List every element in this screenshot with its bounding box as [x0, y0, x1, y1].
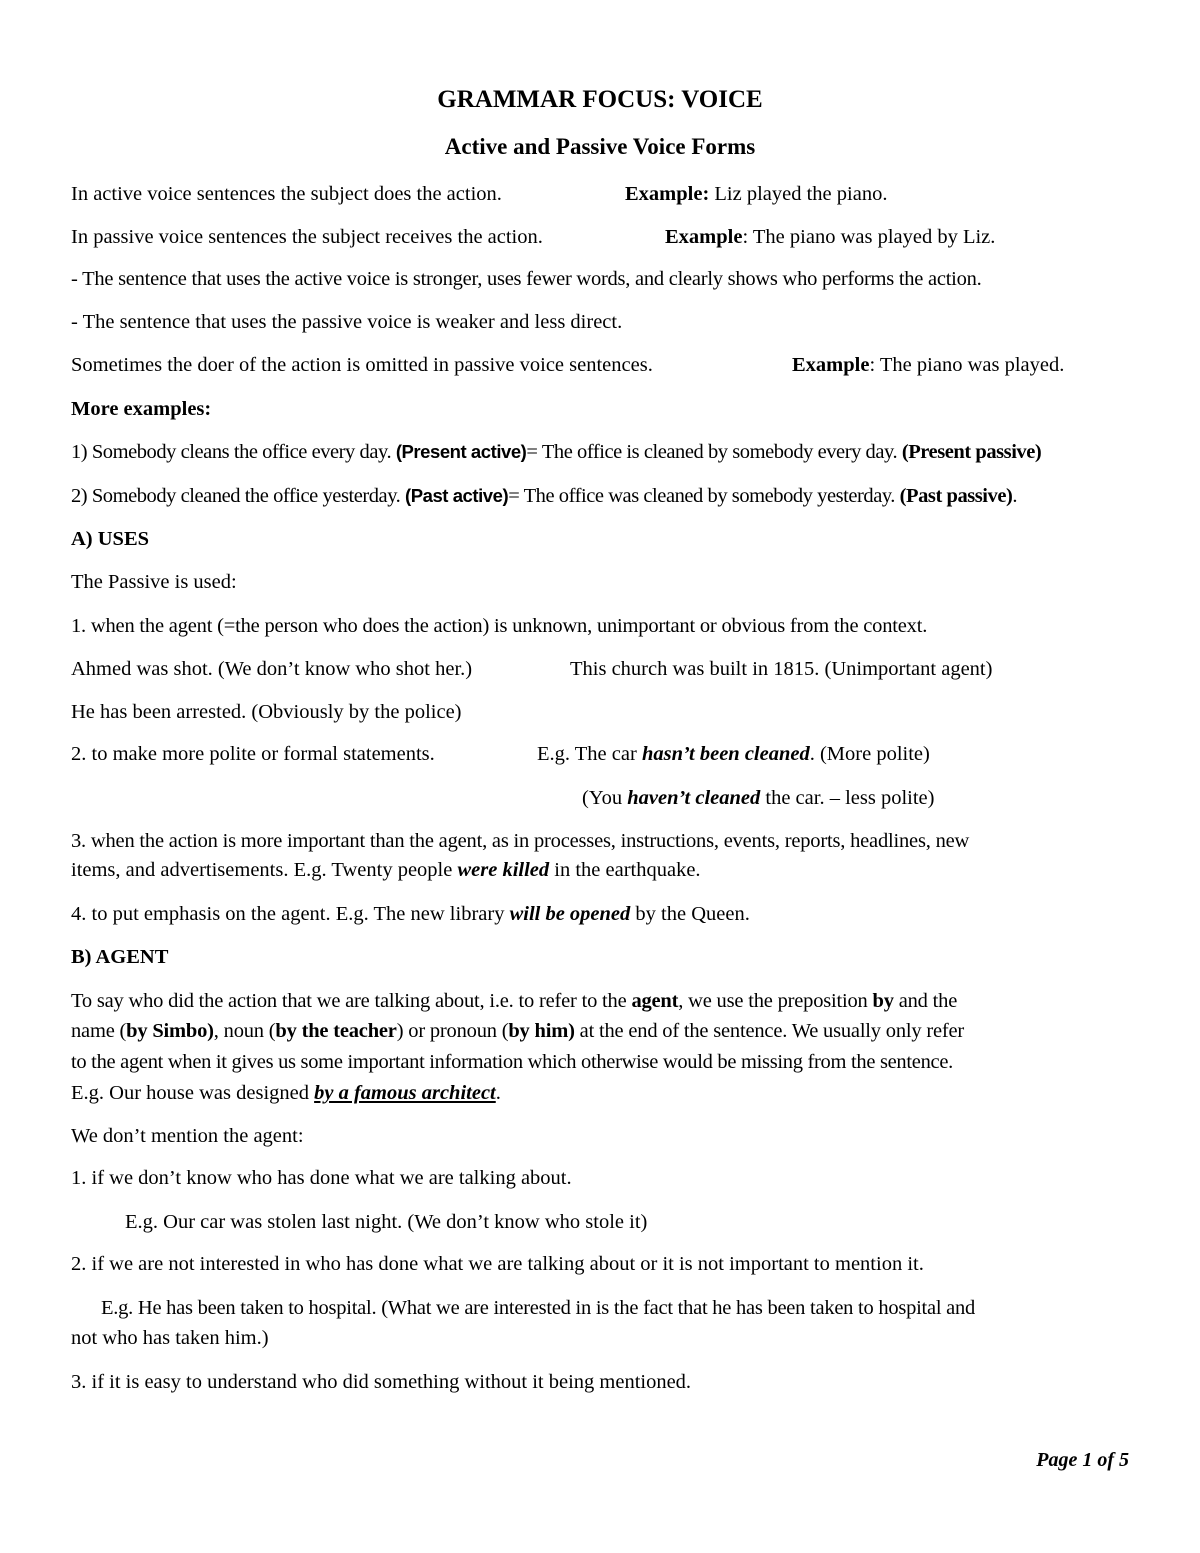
- use-4: [71, 902, 750, 926]
- no-mention-3: 3. if it is easy to understand who did something without it being mentioned.: [71, 1371, 692, 1393]
- agent-heading: B) AGENT: [71, 946, 169, 968]
- example-label: Example: [792, 354, 870, 376]
- use-3-text: items, and advertisements. E.g. Twenty people: [71, 859, 458, 881]
- no-mention-2-example-line-2: not who has taken him.): [71, 1327, 269, 1349]
- page-title: GRAMMAR FOCUS: VOICE: [437, 86, 763, 113]
- agent-text: To say who did the action that we are talking about, i.e. to refer to the: [71, 990, 632, 1012]
- agent-by-pronoun: by him): [508, 1020, 575, 1042]
- agent-term: agent: [631, 990, 679, 1012]
- use-2-alt-verb: haven’t cleaned: [627, 787, 761, 809]
- no-mention-lead: We don’t mention the agent:: [71, 1125, 304, 1147]
- example-2-equivalent: = The office was cleaned by somebody yesterday.: [508, 485, 900, 507]
- use-2: 2. to make more polite or formal statements.: [71, 743, 435, 765]
- uses-lead: The Passive is used:: [71, 571, 237, 593]
- agent-text: at the end of the sentence. We usually only refer: [574, 1020, 965, 1042]
- use-3-line-1: 3. when the action is more important than the agent, as in processes, instructions, events, reports, headlines, new: [71, 830, 970, 852]
- use-4-text: 4. to put emphasis on the agent. E.g. The new library: [71, 903, 510, 925]
- use-1-example-3: He has been arrested. (Obviously by the police): [71, 701, 462, 723]
- use-1-example-1: Ahmed was shot. (We don’t know who shot her.): [71, 658, 473, 680]
- note-active-stronger: - The sentence that uses the active voice is stronger, uses fewer words, and clearly shows who performs the action.: [71, 268, 982, 290]
- use-2-alternative: [582, 786, 934, 810]
- use-2-example-text: E.g. The car: [537, 743, 642, 765]
- agent-paragraph-line-3: to the agent when it gives us some important information which otherwise would be missing from the sentence.: [71, 1051, 953, 1073]
- no-mention-1-example: E.g. Our car was stolen last night. (We don’t know who stole it): [125, 1211, 648, 1233]
- example-2-tag-active: (Past active): [405, 485, 509, 506]
- example-1-text: 1) Somebody cleans the office every day.: [71, 441, 396, 463]
- use-1: 1. when the agent (=the person who does the action) is unknown, unimportant or obvious from the context.: [71, 615, 928, 637]
- agent-example-text: E.g. Our house was designed: [71, 1082, 315, 1104]
- omit-doer-line: [71, 353, 653, 377]
- agent-text: , we use the preposition: [678, 990, 873, 1012]
- example-1: [71, 440, 1041, 464]
- example-text: Liz played the piano.: [709, 183, 888, 205]
- example-1-tag-passive: (Present passive): [901, 441, 1042, 463]
- use-3-end: in the earthquake.: [549, 859, 701, 881]
- example-text: : The piano was played.: [869, 354, 1065, 376]
- page-number: Page 1 of 5: [1036, 1449, 1129, 1471]
- agent-text: , noun (: [213, 1020, 276, 1042]
- use-3-verb: were killed: [457, 859, 550, 881]
- use-3-line-2: [71, 858, 701, 882]
- example-2: [71, 484, 1017, 508]
- use-2-example-note: . (More polite): [809, 743, 930, 765]
- use-4-verb: will be opened: [509, 903, 631, 925]
- use-2-alt-note: the car. – less polite): [760, 787, 935, 809]
- agent-example-end: .: [495, 1082, 501, 1104]
- note-passive-weaker: - The sentence that uses the passive voice is weaker and less direct.: [71, 311, 623, 333]
- agent-paragraph-line-4: [71, 1081, 501, 1105]
- omit-text: Sometimes the doer of the action is omitted in passive voice sentences.: [71, 354, 653, 376]
- page-subtitle: Active and Passive Voice Forms: [444, 134, 756, 159]
- no-mention-2-example-line-1: E.g. He has been taken to hospital. (What we are interested in is the fact that he has been taken to hospital and: [101, 1297, 976, 1319]
- intro-passive-example: [665, 225, 995, 249]
- passive-definition: In passive voice sentences the subject receives the action.: [71, 226, 543, 248]
- no-mention-2: 2. if we are not interested in who has done what we are talking about or it is not important to mention it.: [71, 1253, 924, 1275]
- example-2-end: .: [1012, 485, 1018, 507]
- example-1-equivalent: = The office is cleaned by somebody every day.: [526, 441, 902, 463]
- agent-paragraph-line-2: [71, 1019, 964, 1043]
- agent-preposition: by: [872, 990, 894, 1012]
- example-label: Example: [665, 226, 743, 248]
- agent-text: name (: [71, 1020, 127, 1042]
- intro-active-example: [625, 182, 887, 206]
- use-2-alt-text: (You: [582, 787, 628, 809]
- agent-by-name: by Simbo): [126, 1020, 214, 1042]
- use-4-end: by the Queen.: [630, 903, 750, 925]
- no-mention-1: 1. if we don’t know who has done what we are talking about.: [71, 1167, 572, 1189]
- use-2-example-verb: hasn’t been cleaned: [641, 743, 810, 765]
- agent-by-noun: by the teacher: [275, 1020, 397, 1042]
- example-2-tag-passive: (Past passive): [899, 485, 1013, 507]
- omit-example: [792, 353, 1064, 377]
- agent-text: and the: [893, 990, 958, 1012]
- intro-active-line: [71, 182, 502, 206]
- intro-passive-line: [71, 225, 543, 249]
- more-examples-heading: More examples:: [71, 398, 212, 420]
- agent-text: ) or pronoun (: [396, 1020, 509, 1042]
- example-1-tag-active: (Present active): [395, 441, 527, 462]
- agent-paragraph-line-1: [71, 989, 957, 1013]
- example-label: Example:: [625, 183, 710, 205]
- use-2-example: [537, 742, 930, 766]
- uses-heading: A) USES: [71, 528, 150, 550]
- example-2-text: 2) Somebody cleaned the office yesterday.: [71, 485, 406, 507]
- use-1-example-2: This church was built in 1815. (Unimportant agent): [570, 658, 993, 680]
- example-text: : The piano was played by Liz.: [742, 226, 996, 248]
- active-definition: In active voice sentences the subject does the action.: [71, 183, 502, 205]
- agent-example-phrase: by a famous architect: [314, 1082, 496, 1104]
